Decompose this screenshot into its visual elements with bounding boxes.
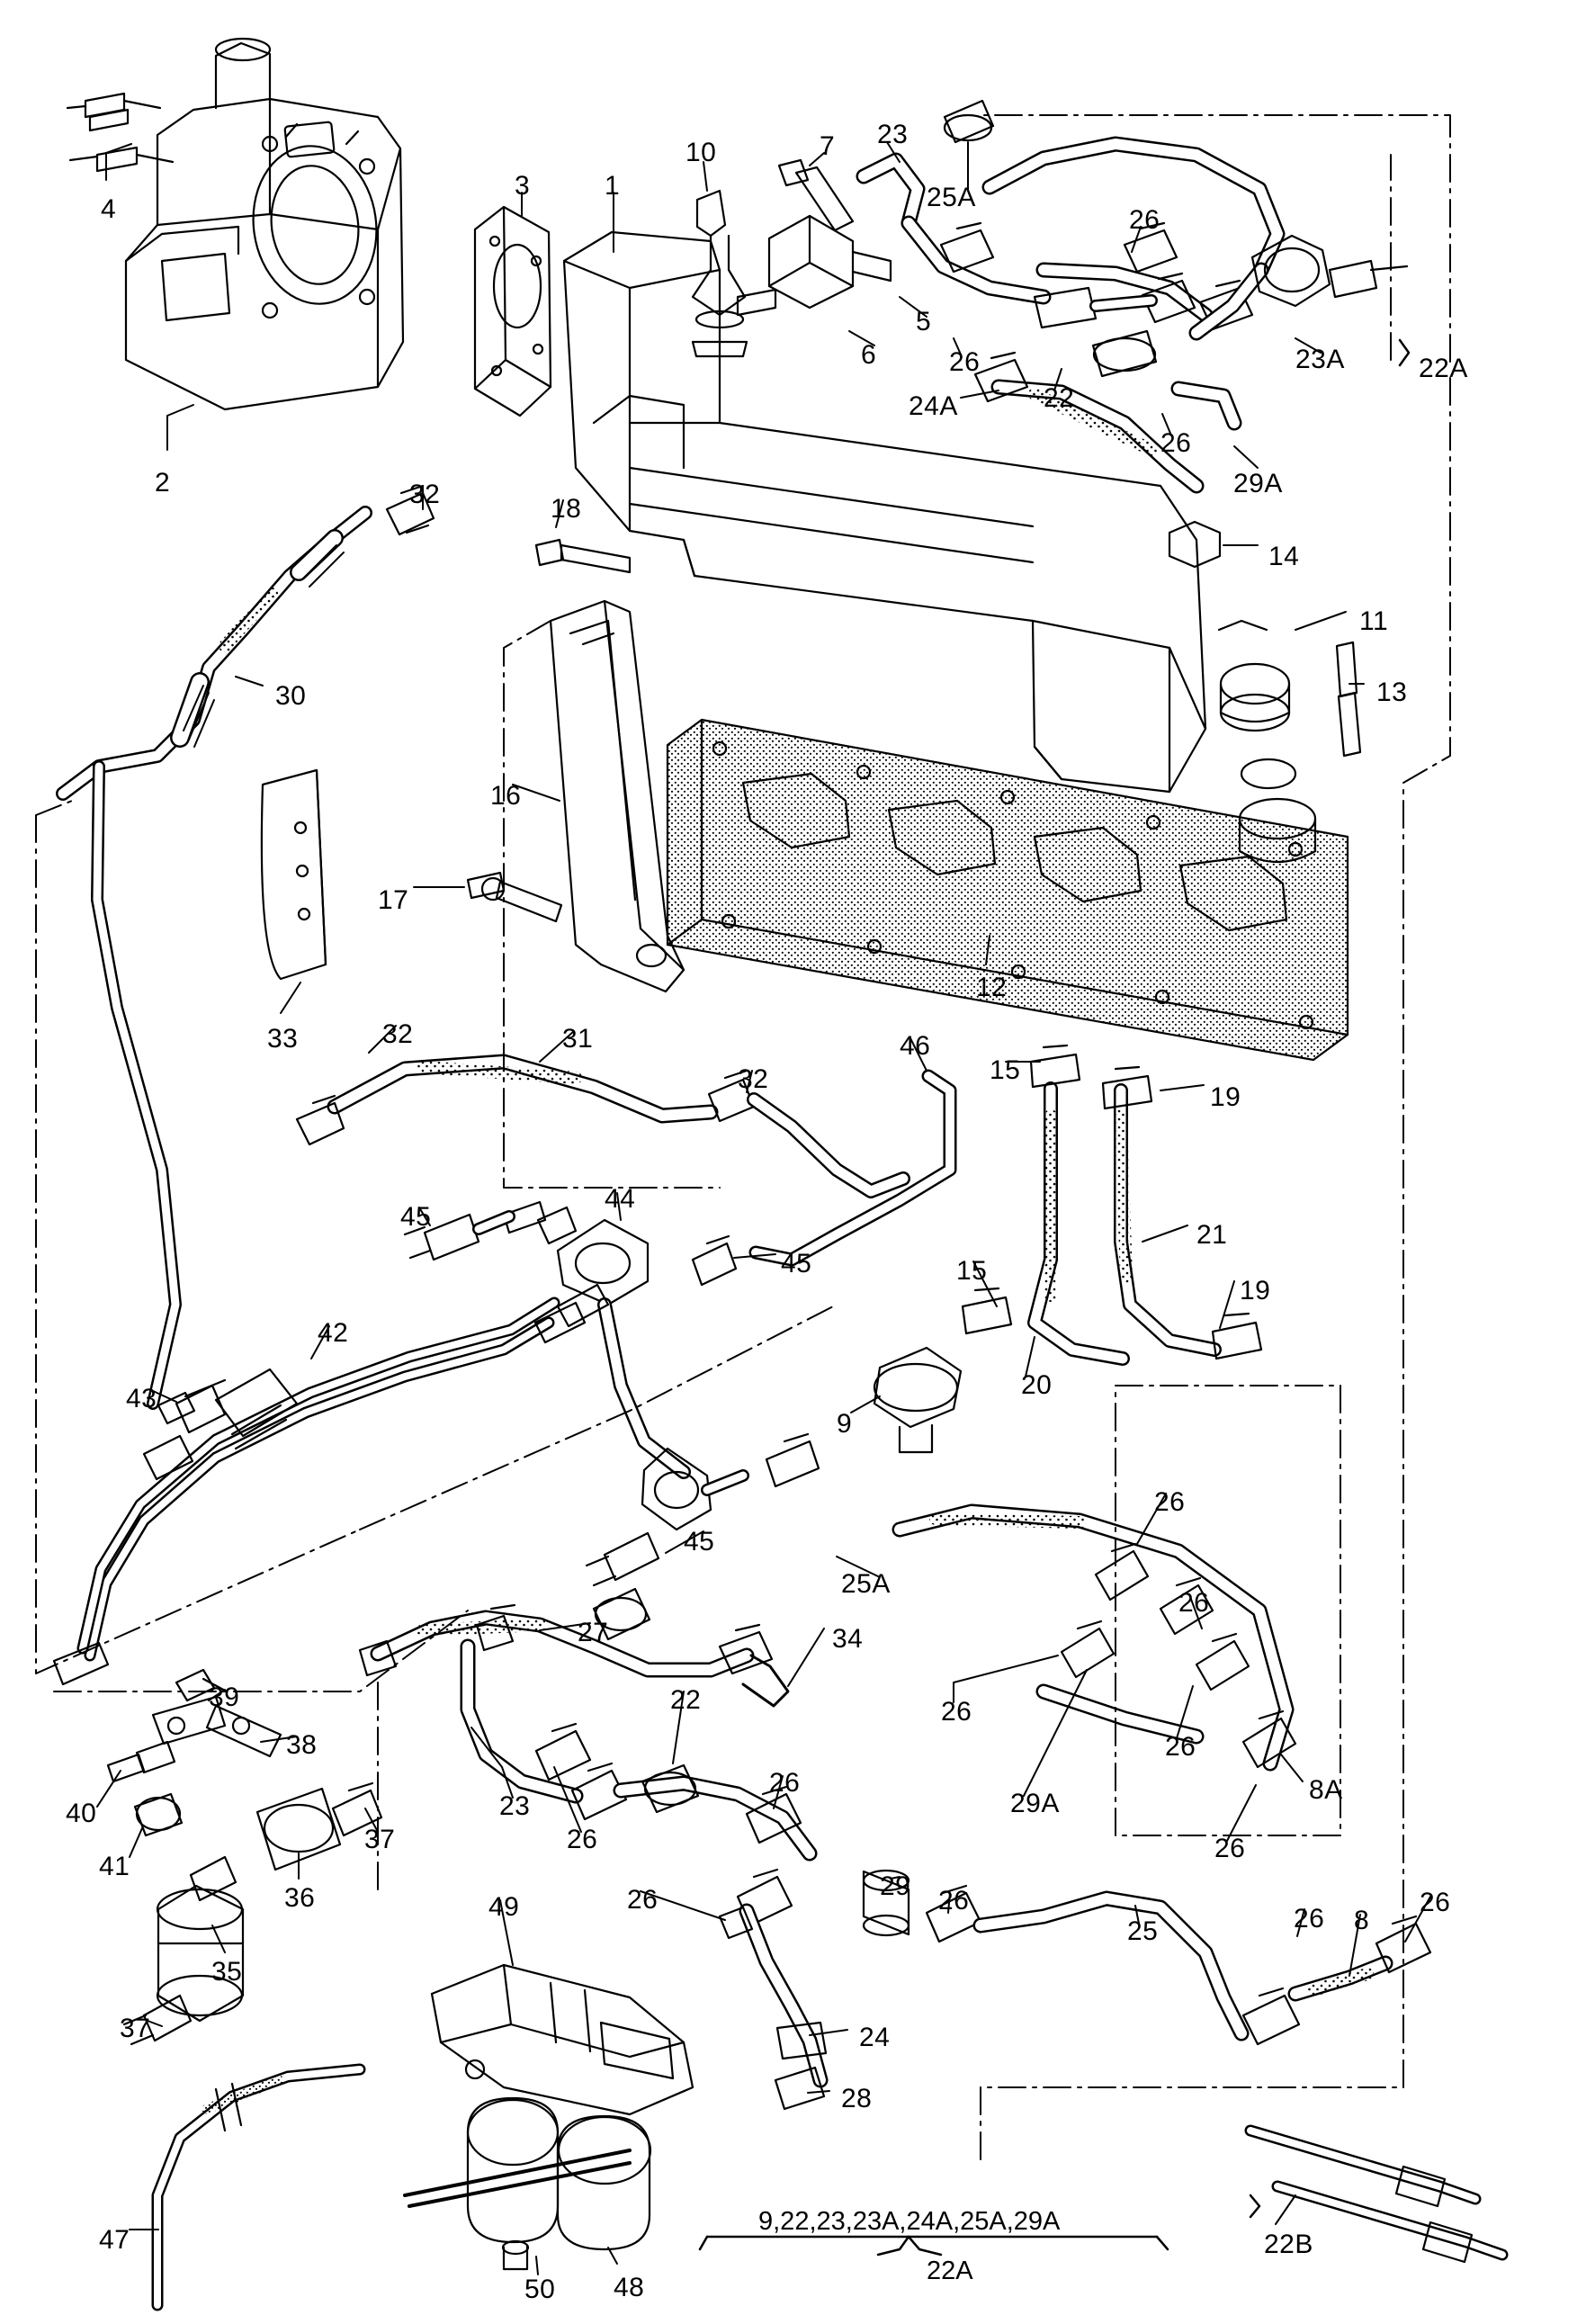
callout-25A-b: 25A (841, 1569, 891, 1599)
group-label-22A: 22A (927, 2257, 973, 2285)
callout-37-a: 37 (364, 1825, 396, 1854)
callout-47: 47 (99, 2225, 130, 2255)
callout-25A: 25A (927, 183, 976, 212)
callout-31: 31 (562, 1024, 594, 1054)
callout-24A: 24A (909, 391, 958, 421)
callout-49: 49 (488, 1892, 520, 1922)
callout-22B: 22B (1264, 2230, 1313, 2259)
callout-37-b: 37 (120, 2014, 151, 2043)
callout-5: 5 (916, 307, 932, 336)
callout-24: 24 (859, 2023, 891, 2052)
callout-10: 10 (685, 138, 717, 167)
canister-48 (405, 2098, 650, 2269)
callout-23-b: 23 (499, 1791, 531, 1821)
callout-26-k: 26 (627, 1885, 659, 1915)
fuel-filter-assembly (108, 1670, 381, 2044)
hose-31 (297, 1062, 903, 1191)
callout-1: 1 (605, 171, 621, 201)
callout-18: 18 (551, 494, 582, 524)
callout-36: 36 (284, 1883, 316, 1913)
callout-23A: 23A (1295, 345, 1345, 374)
callout-38: 38 (286, 1730, 318, 1760)
callout-44: 44 (605, 1184, 636, 1214)
callout-48: 48 (614, 2273, 645, 2302)
callout-26-a: 26 (1129, 205, 1160, 235)
callout-8A: 8A (1309, 1775, 1343, 1805)
callout-26-h: 26 (567, 1825, 598, 1854)
callout-25: 25 (1127, 1916, 1159, 1946)
callout-27: 27 (578, 1618, 609, 1647)
callout-15-b: 15 (956, 1256, 988, 1286)
callout-29A: 29A (1233, 469, 1283, 498)
callout-11: 11 (1359, 606, 1389, 636)
callout-46: 46 (900, 1031, 931, 1061)
callout-13: 13 (1376, 677, 1408, 707)
hose-30 (63, 486, 434, 1404)
brace-22B (1250, 2195, 1259, 2217)
callout-16: 16 (490, 781, 522, 811)
manifold-gasket-12 (668, 720, 1348, 1060)
callout-33: 33 (267, 1024, 299, 1054)
throttle-body-assembly (67, 39, 403, 409)
callout-26-l: 26 (938, 1886, 970, 1916)
callout-3: 3 (515, 171, 531, 201)
hose-8A (900, 1512, 1295, 1767)
callout-22-b: 22 (670, 1685, 702, 1715)
hose-46 (756, 1076, 950, 1260)
callout-6: 6 (861, 340, 877, 370)
callout-26-i: 26 (769, 1768, 801, 1798)
callout-29: 29 (880, 1871, 911, 1901)
callout-45-b: 45 (781, 1249, 812, 1279)
callout-34: 34 (832, 1624, 864, 1654)
callout-7: 7 (820, 131, 836, 161)
callout-45-a: 45 (400, 1202, 432, 1232)
callout-35: 35 (211, 1957, 243, 1987)
callout-2: 2 (155, 468, 171, 498)
hose-group-22A-top (864, 101, 1407, 486)
brace-22A-right (1400, 340, 1409, 365)
callout-8: 8 (1354, 1906, 1370, 1935)
group-brace-22A (700, 2237, 1168, 2255)
callout-45-c: 45 (684, 1527, 715, 1557)
callout-30: 30 (275, 681, 307, 711)
callout-23: 23 (877, 120, 909, 149)
callout-32-a: 32 (409, 480, 441, 509)
callout-26-f: 26 (941, 1697, 972, 1727)
callout-26-b: 26 (949, 347, 981, 377)
callout-21: 21 (1196, 1220, 1228, 1250)
callout-32-b: 32 (382, 1019, 414, 1049)
callout-26-m: 26 (1294, 1904, 1325, 1934)
callout-14: 14 (1268, 542, 1300, 571)
callout-19-b: 19 (1240, 1276, 1271, 1306)
callout-39: 39 (209, 1682, 240, 1712)
callout-26-n: 26 (1420, 1888, 1451, 1917)
regulator-9 (766, 1348, 961, 1486)
callout-17: 17 (378, 885, 409, 915)
callout-50: 50 (524, 2275, 556, 2304)
callout-22A-right: 22A (1419, 354, 1468, 383)
callout-26-e: 26 (1178, 1588, 1210, 1618)
callout-26-j: 26 (1214, 1834, 1246, 1863)
callout-43: 43 (126, 1384, 157, 1413)
callout-4: 4 (101, 194, 117, 224)
callout-26-d: 26 (1154, 1487, 1186, 1517)
callout-29A-b: 29A (1010, 1789, 1060, 1818)
callout-19-a: 19 (1210, 1082, 1241, 1112)
clip-33 (262, 770, 326, 979)
group-label-22A-parts-list: 9,22,23,23A,24A,25A,29A (758, 2207, 1061, 2236)
callout-42: 42 (318, 1318, 349, 1348)
callout-12: 12 (976, 973, 1008, 1002)
callout-32-c: 32 (738, 1064, 769, 1094)
callout-9: 9 (837, 1409, 853, 1439)
callout-15-a: 15 (990, 1055, 1021, 1085)
callout-26-c: 26 (1160, 428, 1192, 458)
callout-28: 28 (841, 2084, 873, 2113)
gasket-3 (475, 207, 551, 416)
callout-40: 40 (66, 1799, 97, 1828)
callout-41: 41 (99, 1852, 130, 1881)
callout-26-g: 26 (1165, 1732, 1196, 1762)
hose-47 (157, 2069, 360, 2305)
heat-shield-49 (432, 1965, 693, 2114)
callout-20: 20 (1021, 1370, 1053, 1400)
callout-22: 22 (1044, 383, 1075, 413)
